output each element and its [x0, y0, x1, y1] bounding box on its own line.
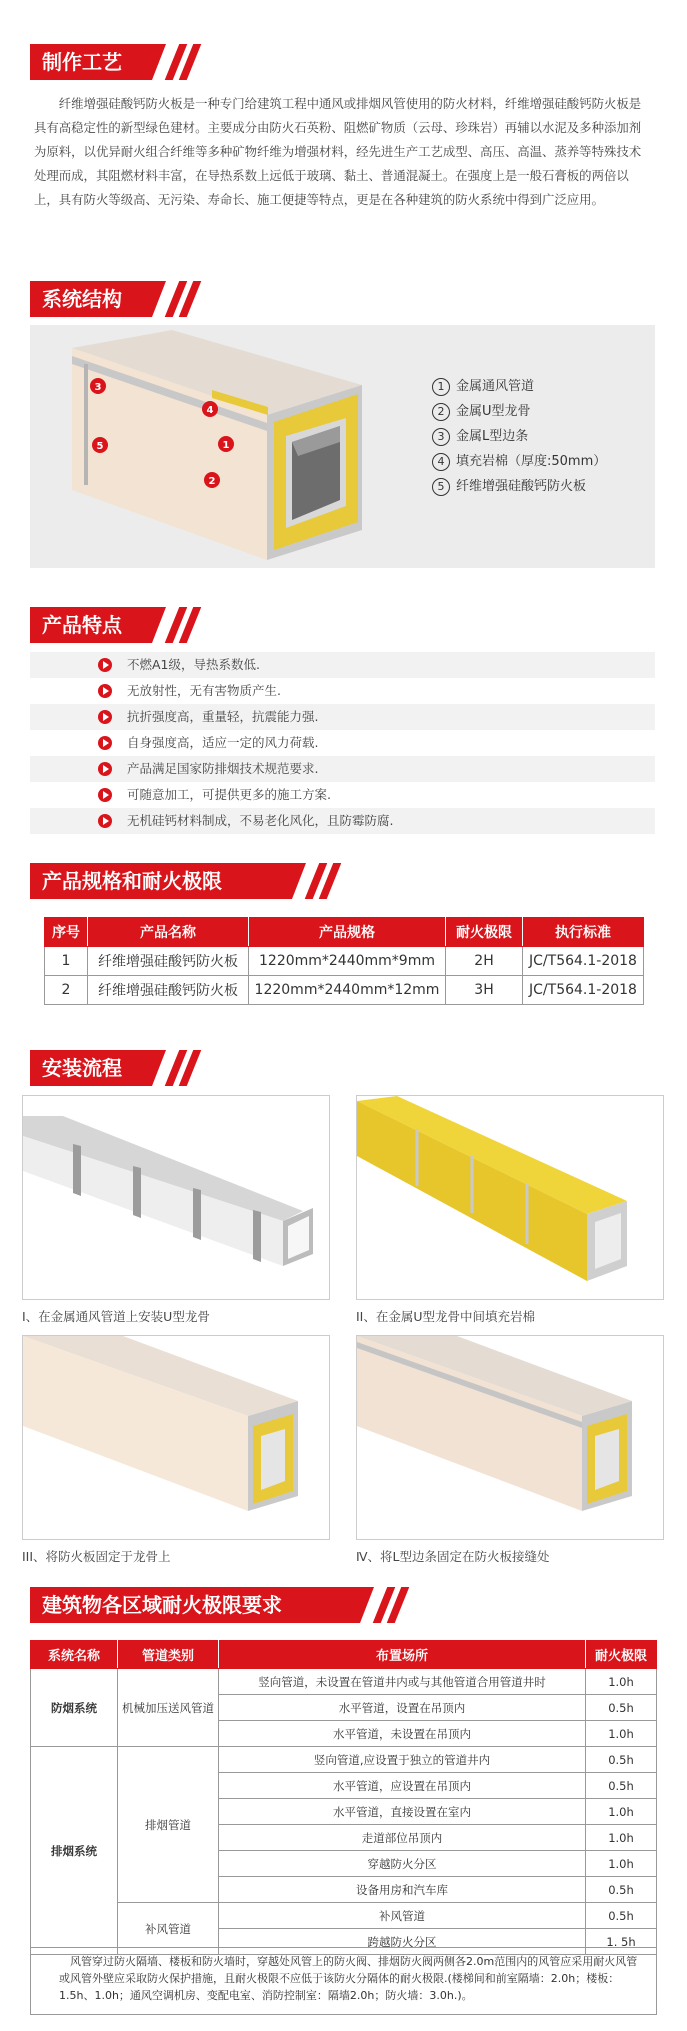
- column-header: 耐火极限: [446, 918, 523, 947]
- column-header: 耐火极限: [586, 1641, 657, 1669]
- legend-item: 4 填充岩棉（厚度:50mm）: [432, 450, 606, 475]
- section-title: 产品特点: [30, 607, 152, 643]
- marker-4: 4: [206, 405, 214, 416]
- feature-item: 无放射性，无有害物质产生.: [30, 678, 655, 704]
- table-header-row: [31, 1641, 657, 1669]
- legend-item: 3 金属L型边条: [432, 425, 606, 450]
- column-header: 产品名称: [88, 918, 249, 947]
- legend-item: 2 金属U型龙骨: [432, 400, 606, 425]
- table-row: 穿越防火分区 1.0h: [31, 1851, 657, 1877]
- table-row: 补风管道 补风管道 0.5h: [31, 1903, 657, 1929]
- section-title: 建筑物各区域耐火极限要求: [30, 1587, 360, 1623]
- feature-item: 无机硅钙材料制成，不易老化风化，且防霉防腐.: [30, 808, 655, 834]
- play-icon: [98, 762, 112, 776]
- table-row: 1 纤维增强硅酸钙防火板 1220mm*2440mm*9mm 2H JC/T564.1-2018: [45, 947, 644, 976]
- section-title: 制作工艺: [30, 44, 152, 80]
- install-step-image-2: [356, 1095, 664, 1300]
- play-icon: [98, 814, 112, 828]
- table-row: 防烟系统 机械加压送风管道 竖向管道，未设置在管道井内或与其他管道合用管道井时 1.0h: [31, 1669, 657, 1695]
- section-title: 安装流程: [30, 1050, 152, 1086]
- section-title: 系统结构: [30, 281, 152, 317]
- column-header: 产品规格: [249, 918, 446, 947]
- column-header: 执行标准: [523, 918, 644, 947]
- play-icon: [98, 788, 112, 802]
- install-step-caption: II、在金属U型龙骨中间填充岩棉: [356, 1309, 536, 1324]
- feature-item: 自身强度高，适应一定的风力荷载.: [30, 730, 655, 756]
- install-step-caption: III、将防火板固定于龙骨上: [22, 1549, 171, 1564]
- feature-item: 产品满足国家防排烟技术规范要求.: [30, 756, 655, 782]
- table-row: 走道部位吊顶内 1.0h: [31, 1825, 657, 1851]
- marker-5: 5: [96, 441, 104, 452]
- table-row: 水平管道，设置在吊顶内 0.5h: [31, 1695, 657, 1721]
- table-row: 设备用房和汽车库 0.5h: [31, 1877, 657, 1903]
- structure-legend: [432, 375, 606, 500]
- duct-structure-illustration: [62, 330, 392, 560]
- marker-2: 2: [208, 476, 216, 487]
- legend-item: 5 纤维增强硅酸钙防火板: [432, 475, 606, 500]
- column-header: 管道类别: [118, 1641, 219, 1669]
- table-row: 2 纤维增强硅酸钙防火板 1220mm*2440mm*12mm 3H JC/T564.1-2018: [45, 976, 644, 1005]
- install-step-image-4: [356, 1335, 664, 1540]
- play-icon: [98, 684, 112, 698]
- section-title: 产品规格和耐火极限: [30, 863, 292, 899]
- play-icon: [98, 658, 112, 672]
- legend-item: 1 金属通风管道: [432, 375, 606, 400]
- play-icon: [98, 710, 112, 724]
- install-step-caption: Ⅳ、将L型边条固定在防火板接缝处: [356, 1549, 550, 1564]
- table-row: 水平管道，未设置在吊顶内 1.0h: [31, 1721, 657, 1747]
- column-header: 布置场所: [219, 1641, 586, 1669]
- feature-item: 不燃A1级，导热系数低.: [30, 652, 655, 678]
- craft-paragraph: 纤维增强硅酸钙防火板是一种专门给建筑工程中通风或排烟风管使用的防火材料，纤维增强硅酸钙防火板是具有高稳定性的新型绿色建材。主要成分由防火石英粉、阻燃矿物质（云母、珍珠岩）再辅以水泥及多种添加剂为原料，以优异耐火组合纤维等多种矿物纤维为增强材料，经先进生产工艺成型、高压、高温、蒸养等特殊技术处理而成，其阻燃材料丰富，在导热系数上远低于玻璃、黏土、普通混凝土。在强度上是一般石膏板的两倍以上，具有防火等级高、无污染、寿命长、施工便捷等特点，更是在各种建筑的防火系统中得到广泛应用。: [34, 96, 642, 207]
- play-icon: [98, 736, 112, 750]
- fire-table: [30, 1640, 657, 1955]
- fire-table-note: 风管穿过防火隔墙、楼板和防火墙时，穿越处风管上的防火阀、排烟防火阀两侧各2.0m范围内的风管应采用耐火风管或风管外壁应采取防火保护措施，且耐火极限不应低于该防火分隔体的耐火极限.(楼梯间和前室隔墙：2.0h；楼板：1.5h、1.0h；通风空调机房、变配电室、消防控制室：隔墙2.0h；防火墙：3.0h.)。: [30, 1947, 657, 2015]
- feature-item: 抗折强度高，重量轻，抗震能力强.: [30, 704, 655, 730]
- spec-table: [44, 917, 644, 1005]
- table-header-row: [45, 918, 644, 947]
- table-row: 跨越防火分区 1. 5h: [31, 1929, 657, 1955]
- marker-3: 3: [94, 382, 102, 393]
- column-header: 系统名称: [31, 1641, 118, 1669]
- marker-1: 1: [222, 440, 230, 451]
- table-row: 水平管道，应设置在吊顶内 0.5h: [31, 1773, 657, 1799]
- install-step-image-3: [22, 1335, 330, 1540]
- install-step-image-1: [22, 1095, 330, 1300]
- table-row: 排烟系统 排烟管道 竖向管道,应设置于独立的管道井内 0.5h: [31, 1747, 657, 1773]
- column-header: 序号: [45, 918, 88, 947]
- table-row: 水平管道，直接设置在室内 1.0h: [31, 1799, 657, 1825]
- install-step-caption: I、在金属通风管道上安装U型龙骨: [22, 1309, 210, 1324]
- feature-item: 可随意加工，可提供更多的施工方案.: [30, 782, 655, 808]
